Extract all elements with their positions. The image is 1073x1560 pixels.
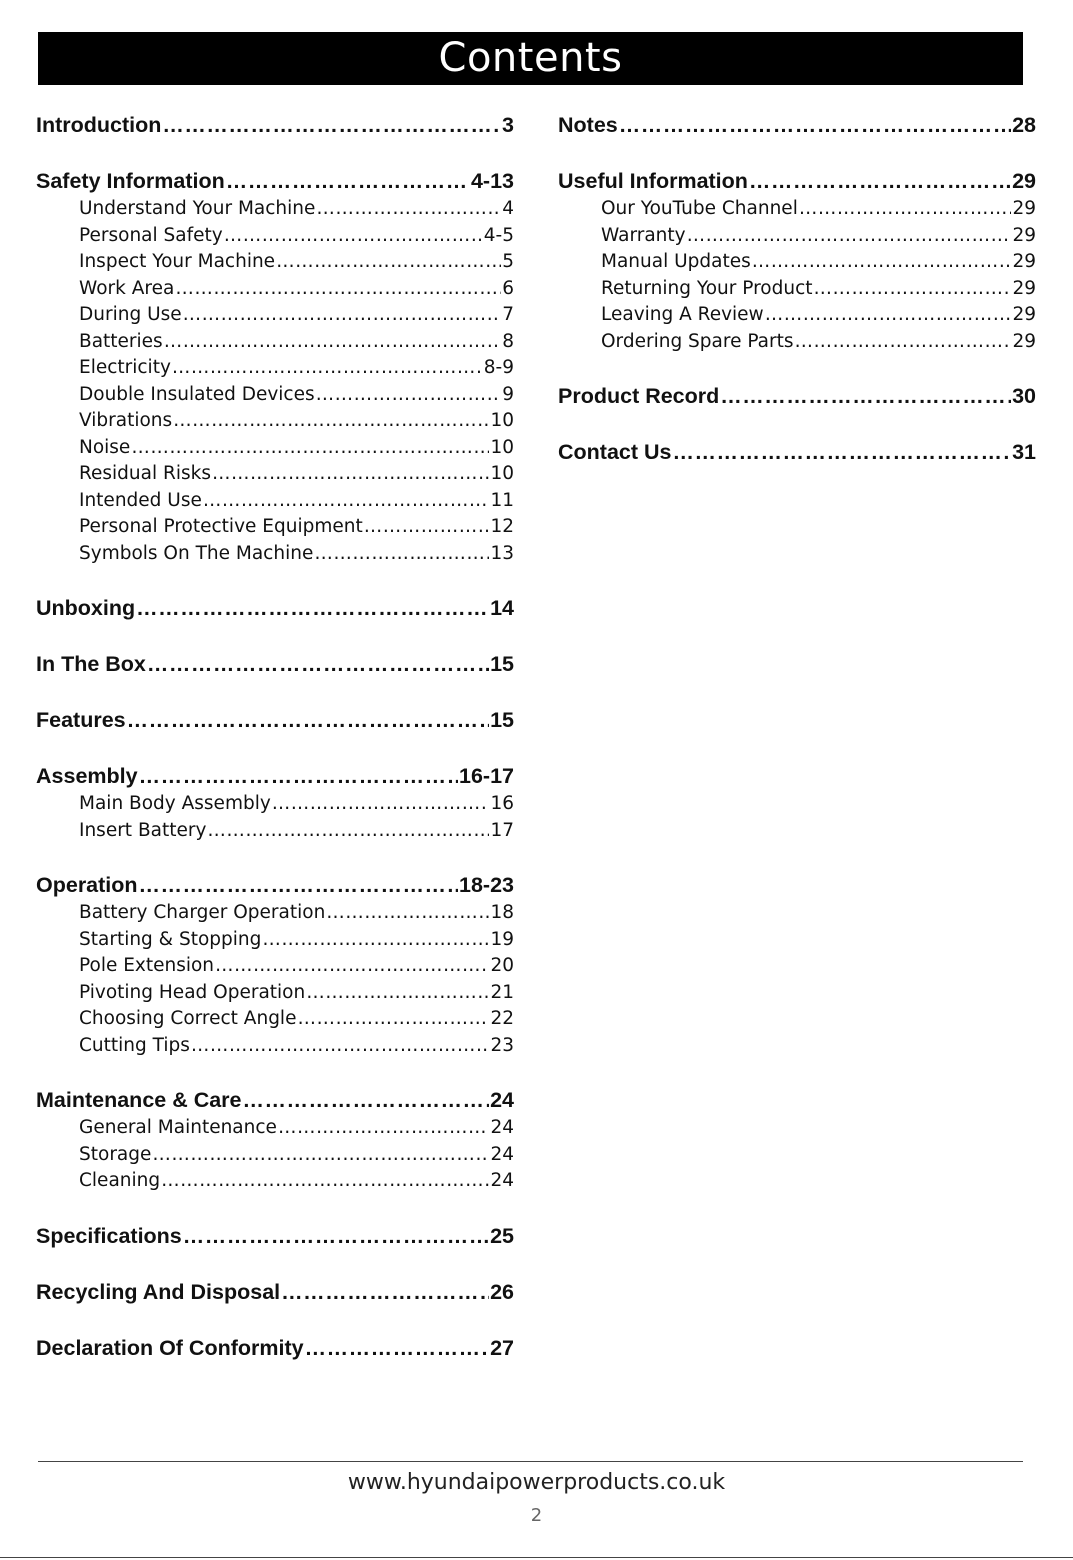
dot-leader	[152, 1142, 489, 1169]
toc-main-entry	[36, 705, 514, 735]
toc-entry-page: 10	[490, 436, 514, 458]
toc-entry-label: Understand Your Machine	[79, 198, 316, 219]
dot-leader	[316, 196, 501, 223]
dot-leader	[799, 196, 1012, 223]
toc-section-safety-information	[36, 166, 514, 567]
footer-divider	[38, 1461, 1023, 1462]
toc-sub-entry	[36, 1006, 514, 1033]
toc-entry-page: 7	[502, 304, 514, 325]
toc-entry-label: Personal Protective Equipment	[79, 516, 363, 537]
toc-entry-label: Intended Use	[79, 489, 202, 511]
toc-entry-page: 8	[502, 330, 514, 352]
toc-section-introduction	[36, 110, 514, 140]
dot-leader	[191, 1033, 490, 1060]
toc-entry-page: 21	[490, 981, 514, 1003]
toc-sub-entry	[36, 196, 514, 223]
toc-entry-label: Pivoting Head Operation	[79, 981, 306, 1003]
toc-entry-label: Pole Extension	[79, 955, 215, 976]
toc-entry-label: Battery Charger Operation	[79, 902, 326, 923]
toc-entry-label: Leaving A Review	[601, 304, 764, 325]
toc-entry-page: 16	[490, 793, 514, 814]
toc-entry-page: 20	[490, 955, 514, 976]
dot-leader	[326, 900, 489, 927]
dot-leader	[672, 437, 1011, 467]
footer-website-url: www.hyundaipowerproducts.co.uk	[347, 1470, 726, 1495]
toc-entry-label: Operation	[36, 873, 138, 897]
toc-entry-page: 24	[490, 1143, 514, 1165]
dot-leader	[131, 435, 489, 462]
toc-entry-label: Cutting Tips	[79, 1034, 190, 1056]
toc-section-unboxing	[36, 593, 514, 623]
toc-sub-entry	[36, 329, 514, 356]
toc-sub-entry	[36, 488, 514, 515]
toc-entry-label: Unboxing	[36, 596, 136, 620]
dot-leader	[752, 249, 1012, 276]
toc-entry-label: Personal Safety	[79, 224, 223, 246]
toc-sub-entry	[36, 1142, 514, 1169]
toc-entry-page: 4	[502, 198, 514, 219]
toc-sub-entry	[36, 249, 514, 276]
toc-entry-page: 27	[490, 1335, 514, 1360]
toc-main-entry	[36, 110, 514, 140]
toc-entry-page: 18	[490, 902, 514, 923]
toc-entry-page: 18-23	[459, 873, 514, 897]
toc-section-notes	[558, 110, 1036, 140]
toc-entry-page: 8-9	[483, 357, 514, 378]
dot-leader	[305, 1333, 489, 1363]
toc-entry-page: 19	[490, 928, 514, 950]
toc-entry-page: 29	[1012, 304, 1036, 325]
toc-entry-page: 24	[490, 1170, 514, 1191]
dot-leader	[795, 329, 1012, 356]
toc-entry-label: Choosing Correct Angle	[79, 1008, 297, 1029]
toc-entry-label: Insert Battery	[79, 819, 207, 841]
toc-entry-page: 29	[1012, 224, 1036, 246]
toc-entry-label: Declaration Of Conformity	[36, 1335, 304, 1360]
dot-leader	[262, 927, 489, 954]
toc-entry-page: 10	[490, 410, 514, 431]
toc-sub-entry	[36, 1168, 514, 1195]
toc-right-column	[558, 110, 1036, 493]
toc-main-entry	[36, 761, 514, 791]
toc-section-declaration-of-conformity	[36, 1333, 514, 1363]
toc-entry-label: Manual Updates	[601, 251, 751, 272]
dot-leader	[226, 166, 470, 196]
toc-entry-page: 10	[490, 463, 514, 484]
dot-leader	[243, 1085, 490, 1115]
toc-entry-label: General Maintenance	[79, 1117, 277, 1138]
toc-sub-entry	[558, 249, 1036, 276]
toc-sub-entry	[36, 953, 514, 980]
toc-sub-entry	[36, 541, 514, 568]
dot-leader	[314, 541, 489, 568]
bottom-divider	[0, 1557, 1073, 1558]
toc-sub-entry	[36, 514, 514, 541]
toc-section-specifications	[36, 1221, 514, 1251]
toc-entry-label: Contact Us	[558, 440, 672, 464]
toc-entry-page: 9	[502, 383, 514, 405]
toc-entry-label: Noise	[79, 436, 131, 458]
toc-entry-page: 28	[1012, 113, 1036, 137]
toc-entry-page: 24	[490, 1088, 514, 1112]
toc-main-entry	[36, 593, 514, 623]
toc-sub-entry	[36, 408, 514, 435]
toc-section-contact-us	[558, 437, 1036, 467]
toc-entry-label: Storage	[79, 1143, 152, 1165]
toc-entry-page: 22	[490, 1008, 514, 1029]
dot-leader	[139, 761, 458, 791]
dot-leader	[183, 302, 502, 329]
toc-entry-page: 31	[1012, 440, 1036, 464]
toc-entry-label: Product Record	[558, 384, 720, 408]
dot-leader	[364, 514, 490, 541]
toc-main-entry	[558, 166, 1036, 196]
dot-leader	[278, 1115, 490, 1142]
toc-entry-label: Assembly	[36, 764, 138, 788]
toc-entry-label: Introduction	[36, 113, 162, 137]
toc-sub-entry	[558, 196, 1036, 223]
toc-entry-page: 30	[1012, 384, 1036, 408]
dot-leader	[139, 870, 458, 900]
dot-leader	[215, 953, 489, 980]
dot-leader	[814, 276, 1012, 303]
toc-entry-page: 4-5	[483, 224, 514, 246]
toc-entry-page: 15	[490, 708, 514, 732]
page-number: 2	[530, 1505, 543, 1526]
toc-entry-label: Residual Risks	[79, 463, 211, 484]
toc-sub-entry	[36, 223, 514, 250]
toc-sub-entry	[558, 223, 1036, 250]
dot-leader	[281, 1277, 489, 1307]
dot-leader	[619, 110, 1011, 140]
toc-entry-label: Batteries	[79, 330, 163, 352]
toc-entry-label: Vibrations	[79, 410, 173, 431]
toc-entry-page: 6	[502, 277, 514, 299]
toc-entry-label: During Use	[79, 304, 182, 325]
toc-entry-label: Features	[36, 708, 126, 732]
toc-main-entry	[558, 110, 1036, 140]
dot-leader	[207, 818, 489, 845]
dot-leader	[173, 408, 489, 435]
toc-entry-label: Electricity	[79, 357, 171, 378]
toc-sub-entry	[558, 302, 1036, 329]
toc-entry-label: Safety Information	[36, 169, 225, 193]
dot-leader	[297, 1006, 489, 1033]
toc-entry-label: In The Box	[36, 652, 146, 676]
toc-entry-label: Notes	[558, 113, 618, 137]
toc-entry-page: 29	[1012, 251, 1036, 272]
dot-leader	[765, 302, 1012, 329]
toc-entry-page: 5	[502, 251, 514, 272]
dot-leader	[161, 1168, 489, 1195]
dot-leader	[687, 223, 1012, 250]
page-title: Contents	[38, 32, 1023, 85]
dot-leader	[203, 488, 490, 515]
toc-sub-entry	[558, 276, 1036, 303]
dot-leader	[136, 593, 489, 623]
toc-entry-page: 13	[490, 542, 514, 564]
dot-leader	[749, 166, 1011, 196]
toc-entry-page: 25	[490, 1223, 514, 1248]
toc-entry-page: 29	[1012, 277, 1036, 299]
dot-leader	[306, 980, 489, 1007]
toc-sub-entry	[36, 435, 514, 462]
toc-entry-label: Symbols On The Machine	[79, 542, 314, 564]
toc-entry-page: 14	[490, 596, 514, 620]
toc-section-features	[36, 705, 514, 735]
toc-entry-label: Our YouTube Channel	[601, 198, 798, 219]
toc-sub-entry	[36, 927, 514, 954]
dot-leader	[127, 705, 489, 735]
toc-main-entry	[558, 381, 1036, 411]
toc-entry-page: 4-13	[470, 169, 514, 193]
toc-main-entry	[36, 1085, 514, 1115]
toc-entry-label: Maintenance & Care	[36, 1088, 242, 1112]
toc-entry-label: Warranty	[601, 224, 686, 246]
toc-section-in-the-box	[36, 649, 514, 679]
toc-sub-entry	[36, 1115, 514, 1142]
toc-entry-page: 17	[490, 819, 514, 841]
toc-entry-page: 29	[1012, 198, 1036, 219]
toc-section-recycling-and-disposal	[36, 1277, 514, 1307]
toc-entry-page: 29	[1012, 169, 1036, 193]
toc-sub-entry	[36, 302, 514, 329]
dot-leader	[276, 249, 501, 276]
toc-left-column	[36, 110, 514, 1389]
toc-entry-page: 24	[490, 1117, 514, 1138]
toc-entry-label: Specifications	[36, 1223, 182, 1248]
toc-entry-page: 3	[502, 113, 514, 137]
toc-entry-page: 12	[490, 516, 514, 537]
dot-leader	[147, 649, 489, 679]
toc-entry-label: Main Body Assembly	[79, 793, 271, 814]
toc-sub-entry	[36, 382, 514, 409]
toc-entry-page: 29	[1012, 330, 1036, 352]
toc-sub-entry	[36, 355, 514, 382]
dot-leader	[162, 110, 501, 140]
dot-leader	[175, 276, 501, 303]
dot-leader	[316, 382, 502, 409]
toc-entry-page: 11	[490, 489, 514, 511]
toc-main-entry	[558, 437, 1036, 467]
dot-leader	[172, 355, 483, 382]
toc-sub-entry	[36, 791, 514, 818]
toc-entry-page: 16-17	[459, 764, 514, 788]
toc-main-entry	[36, 870, 514, 900]
toc-entry-label: Work Area	[79, 277, 175, 299]
toc-entry-label: Ordering Spare Parts	[601, 330, 794, 352]
toc-main-entry	[36, 1277, 514, 1307]
toc-entry-page: 15	[490, 652, 514, 676]
toc-entry-label: Useful Information	[558, 169, 748, 193]
toc-entry-label: Recycling And Disposal	[36, 1279, 281, 1304]
toc-entry-label: Starting & Stopping	[79, 928, 262, 950]
toc-entry-label: Cleaning	[79, 1170, 161, 1191]
toc-main-entry	[36, 166, 514, 196]
toc-sub-entry	[36, 818, 514, 845]
toc-section-product-record	[558, 381, 1036, 411]
toc-sub-entry	[36, 276, 514, 303]
toc-entry-page: 26	[490, 1279, 514, 1304]
toc-sub-entry	[558, 329, 1036, 356]
toc-entry-label: Returning Your Product	[601, 277, 813, 299]
toc-main-entry	[36, 1333, 514, 1363]
toc-entry-label: Inspect Your Machine	[79, 251, 276, 272]
dot-leader	[164, 329, 502, 356]
dot-leader	[183, 1221, 489, 1251]
dot-leader	[720, 381, 1011, 411]
toc-entry-label: Double Insulated Devices	[79, 383, 315, 405]
toc-section-assembly	[36, 761, 514, 844]
toc-sub-entry	[36, 461, 514, 488]
dot-leader	[212, 461, 489, 488]
toc-section-maintenance-and-care	[36, 1085, 514, 1195]
toc-sub-entry	[36, 980, 514, 1007]
toc-entry-page: 23	[490, 1034, 514, 1056]
toc-sub-entry	[36, 900, 514, 927]
toc-section-useful-information	[558, 166, 1036, 355]
dot-leader	[272, 791, 490, 818]
toc-section-operation	[36, 870, 514, 1059]
toc-main-entry	[36, 1221, 514, 1251]
toc-main-entry	[36, 649, 514, 679]
dot-leader	[224, 223, 483, 250]
toc-sub-entry	[36, 1033, 514, 1060]
